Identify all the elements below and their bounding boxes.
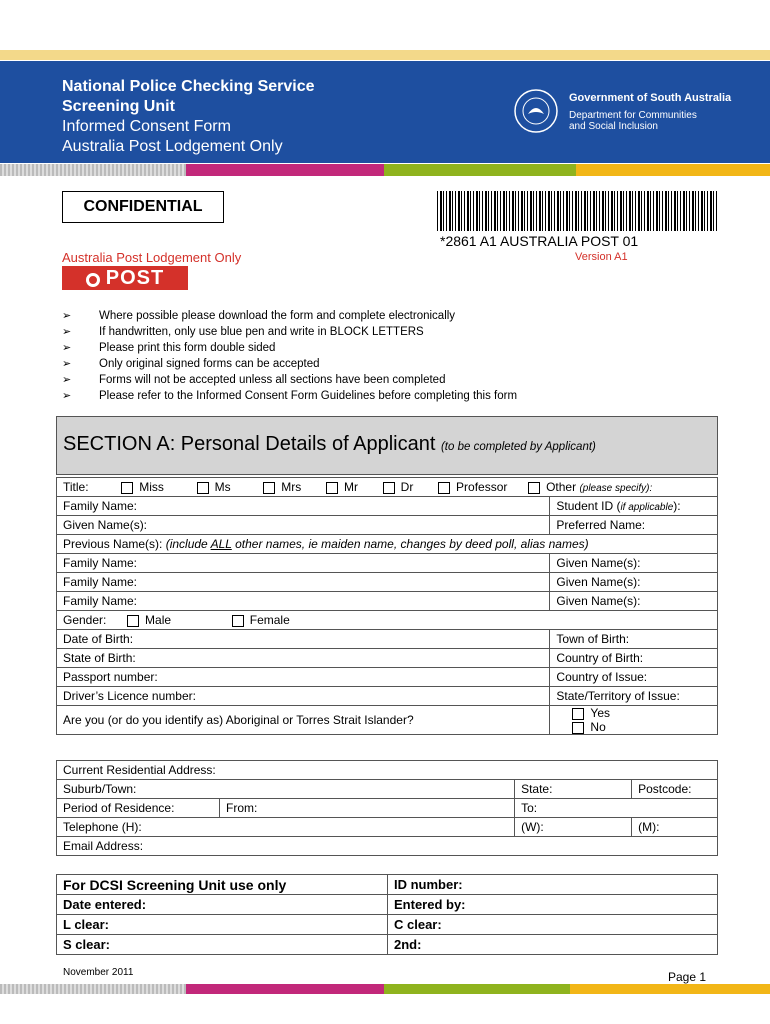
arrowhead-icon: ➢ (62, 342, 72, 354)
period-of-residence-label: Period of Residence: (57, 799, 220, 818)
header-title-line4: Australia Post Lodgement Only (62, 138, 283, 155)
arrowhead-icon: ➢ (62, 310, 72, 322)
to-field[interactable]: To: (515, 799, 718, 818)
list-item: ➢ Where possible please download the form and complete electronically (62, 310, 456, 322)
title-row: Title: Miss Ms Mrs Mr Dr Professor Other (please specify): (57, 478, 718, 497)
passport-number-field[interactable]: Passport number: (57, 668, 550, 687)
footer-date: November 2011 (63, 967, 134, 978)
list-item: ➢ Please refer to the Informed Consent Form Guidelines before completing this form (62, 390, 518, 402)
section-a-title: SECTION A: Personal Details of Applicant (to be completed by Applicant) (63, 433, 596, 455)
header-stripe-grey (0, 164, 186, 176)
aboriginal-question: Are you (or do you identify as) Aboriginal or Torres Strait Islander? (57, 706, 550, 735)
footer-stripe-grey (0, 984, 186, 994)
sa-government-seal-icon (513, 88, 559, 134)
header-title-line1: National Police Checking Service (62, 78, 315, 95)
state-of-issue-field[interactable]: State/Territory of Issue: (550, 687, 718, 706)
list-item: ➢ Only original signed forms can be accepted (62, 358, 320, 370)
aboriginal-options: Yes No (550, 706, 718, 735)
postcode-field[interactable]: Postcode: (632, 780, 718, 799)
instruction-list (62, 308, 517, 404)
licence-number-field[interactable]: Driver’s Licence number: (57, 687, 550, 706)
post-logo-text: POST (105, 267, 165, 289)
previous-given-name-3[interactable]: Given Name(s): (550, 592, 718, 611)
footer-stripe-magenta (186, 984, 384, 994)
l-clear-field[interactable]: L clear: (57, 915, 388, 935)
section-a-subtitle: (to be completed by Applicant) (440, 441, 596, 453)
previous-given-name-1[interactable]: Given Name(s): (550, 554, 718, 573)
date-of-birth-field[interactable]: Date of Birth: (57, 630, 550, 649)
preferred-name-field[interactable]: Preferred Name: (550, 516, 718, 535)
post-lodgement-label: Australia Post Lodgement Only (62, 250, 242, 265)
country-of-birth-field[interactable]: Country of Birth: (550, 649, 718, 668)
checkbox-no[interactable] (572, 722, 584, 734)
id-number-field[interactable]: ID number: (388, 875, 718, 895)
telephone-home-field[interactable]: Telephone (H): (57, 818, 515, 837)
list-item: ➢ Forms will not be accepted unless all sections have been completed (62, 374, 446, 386)
checkbox-miss[interactable] (121, 482, 133, 494)
previous-family-name-1[interactable]: Family Name: (57, 554, 550, 573)
student-id-field[interactable]: Student ID (if applicable): (550, 497, 718, 516)
version-label: Version A1 (575, 251, 628, 263)
checkbox-other[interactable] (528, 482, 540, 494)
c-clear-field[interactable]: C clear: (388, 915, 718, 935)
from-field[interactable]: From: (220, 799, 515, 818)
arrowhead-icon: ➢ (62, 326, 72, 338)
personal-details-table (56, 477, 718, 735)
list-item: ➢ If handwritten, only use blue pen and write in BLOCK LETTERS (62, 326, 424, 338)
checkbox-female[interactable] (232, 615, 244, 627)
checkbox-male[interactable] (127, 615, 139, 627)
entered-by-field[interactable]: Entered by: (388, 895, 718, 915)
address-table (56, 760, 718, 856)
checkbox-dr[interactable] (383, 482, 395, 494)
page-number: Page 1 (668, 970, 707, 984)
previous-family-name-2[interactable]: Family Name: (57, 573, 550, 592)
family-name-field[interactable]: Family Name: (57, 497, 550, 516)
header-stripe-green (384, 164, 576, 176)
telephone-mobile-field[interactable]: (M): (632, 818, 718, 837)
state-of-birth-field[interactable]: State of Birth: (57, 649, 550, 668)
list-item: ➢ Please print this form double sided (62, 342, 276, 354)
top-accent-line (0, 50, 770, 60)
given-names-field[interactable]: Given Name(s): (57, 516, 550, 535)
footer-stripe-green (384, 984, 570, 994)
australia-post-logo (62, 266, 188, 290)
header-title-line3: Informed Consent Form (62, 118, 231, 135)
header-title-line2: Screening Unit (62, 98, 175, 115)
barcode (437, 191, 717, 231)
header-stripe-yellow (576, 164, 770, 176)
gender-row: Gender: Male Female (57, 611, 718, 630)
telephone-work-field[interactable]: (W): (515, 818, 632, 837)
department-line2: and Social Inclusion (569, 121, 658, 132)
dcsi-use-only-label: For DCSI Screening Unit use only (57, 875, 388, 895)
current-address-field[interactable]: Current Residential Address: (57, 761, 718, 780)
arrowhead-icon: ➢ (62, 358, 72, 370)
country-of-issue-field[interactable]: Country of Issue: (550, 668, 718, 687)
government-name: Government of South Australia (569, 92, 732, 104)
arrowhead-icon: ➢ (62, 390, 72, 402)
second-field[interactable]: 2nd: (388, 935, 718, 955)
checkbox-mr[interactable] (326, 482, 338, 494)
previous-family-name-3[interactable]: Family Name: (57, 592, 550, 611)
s-clear-field[interactable]: S clear: (57, 935, 388, 955)
state-field[interactable]: State: (515, 780, 632, 799)
confidential-box: CONFIDENTIAL (62, 191, 224, 223)
town-of-birth-field[interactable]: Town of Birth: (550, 630, 718, 649)
suburb-field[interactable]: Suburb/Town: (57, 780, 515, 799)
email-field[interactable]: Email Address: (57, 837, 718, 856)
checkbox-yes[interactable] (572, 708, 584, 720)
department-line1: Department for Communities (569, 110, 697, 121)
header-stripe-magenta (186, 164, 384, 176)
checkbox-professor[interactable] (438, 482, 450, 494)
previous-names-row: Previous Name(s): (include ALL other names, ie maiden name, changes by deed poll, alias names) (57, 535, 718, 554)
dcsi-office-use-table (56, 874, 718, 955)
footer-stripe-yellow (570, 984, 770, 994)
barcode-text: *2861 A1 AUSTRALIA POST 01 (440, 233, 639, 249)
previous-given-name-2[interactable]: Given Name(s): (550, 573, 718, 592)
date-entered-field[interactable]: Date entered: (57, 895, 388, 915)
checkbox-ms[interactable] (197, 482, 209, 494)
checkbox-mrs[interactable] (263, 482, 275, 494)
arrowhead-icon: ➢ (62, 374, 72, 386)
